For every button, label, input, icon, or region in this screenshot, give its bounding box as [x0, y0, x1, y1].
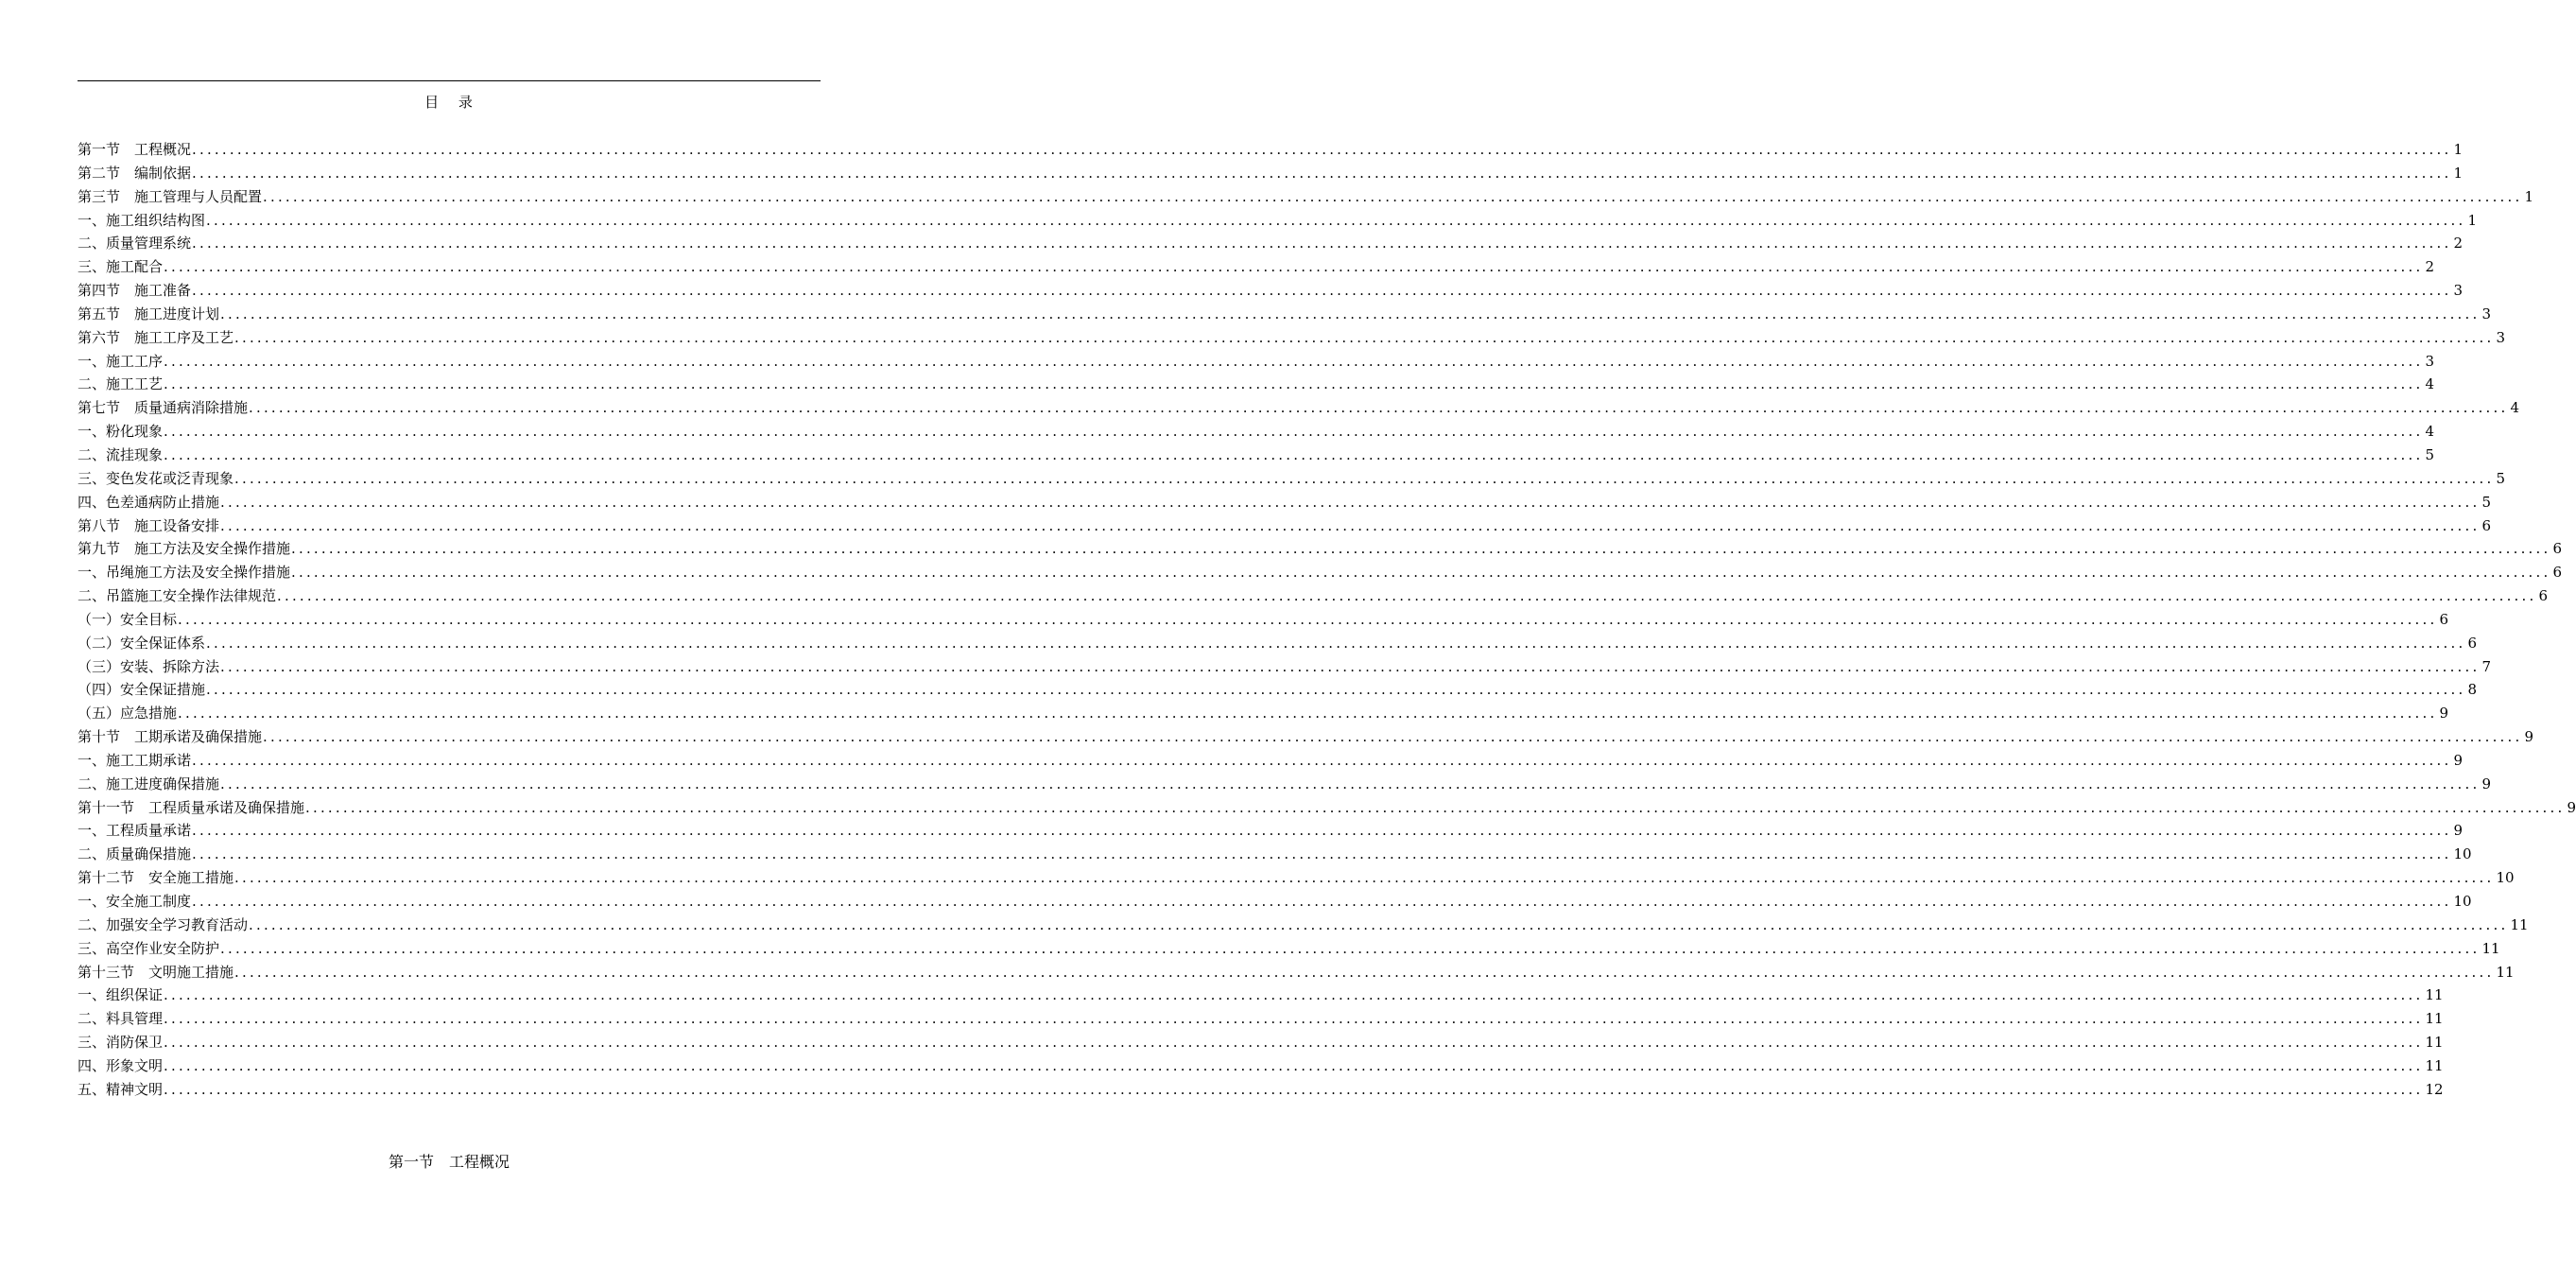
toc-entry-page: 11 — [2425, 986, 2444, 1004]
toc-entry[interactable] — [78, 914, 2529, 937]
toc-entry-page: 9 — [2481, 775, 2491, 792]
toc-entry-label: 二、质量确保措施 — [78, 845, 192, 863]
toc-leader-dots: ............................................................................................................................................................................................................................................................................................................ — [277, 587, 2537, 605]
toc-entry[interactable] — [78, 678, 2477, 702]
toc-entry-page: 11 — [2510, 915, 2529, 933]
toc-leader-dots: ............................................................................................................................................................................................................................................................................................................ — [220, 305, 2481, 322]
toc-entry-page: 1 — [2453, 141, 2463, 158]
toc-leader-dots: ............................................................................................................................................................................................................................................................................................................ — [291, 540, 2551, 558]
toc-entry[interactable] — [78, 984, 2444, 1007]
toc-leader-dots: ............................................................................................................................................................................................................................................................................................................ — [192, 141, 2452, 158]
toc-entry-label: 第十三节 文明施工措施 — [78, 963, 234, 981]
toc-entry-page: 4 — [2425, 423, 2434, 441]
toc-entry-label: 第二节 编制依据 — [78, 164, 192, 182]
toc-entry[interactable] — [78, 702, 2448, 725]
toc-entry-page: 5 — [2481, 493, 2491, 511]
header-rule — [78, 80, 821, 81]
toc-leader-dots: ............................................................................................................................................................................................................................................................................................................ — [263, 187, 2523, 205]
toc-leader-dots: ............................................................................................................................................................................................................................................................................................................ — [234, 328, 2495, 346]
toc-leader-dots: ............................................................................................................................................................................................................................................................................................................ — [291, 564, 2551, 582]
toc-leader-dots: ............................................................................................................................................................................................................................................................................................................ — [164, 1056, 2424, 1074]
toc-entry-label: 一、施工工期承诺 — [78, 751, 192, 769]
toc-entry[interactable] — [78, 444, 2434, 467]
toc-entry[interactable] — [78, 1007, 2444, 1031]
toc-entry-label: 二、施工进度确保措施 — [78, 775, 220, 792]
toc-entry-label: 二、吊篮施工安全操作法律规范 — [78, 587, 277, 605]
toc-leader-dots: ............................................................................................................................................................................................................................................................................................................ — [249, 915, 2509, 933]
toc-entry-page: 4 — [2510, 399, 2519, 417]
toc-entry-page: 9 — [2524, 728, 2533, 746]
toc-entry-page: 5 — [2425, 445, 2434, 463]
toc-entry[interactable] — [78, 420, 2434, 444]
toc-entry-label: （四）安全保证措施 — [78, 681, 206, 699]
toc-leader-dots: ............................................................................................................................................................................................................................................................................................................ — [220, 516, 2481, 534]
toc-entry-label: 第六节 施工工序及工艺 — [78, 328, 234, 346]
toc-leader-dots: ............................................................................................................................................................................................................................................................................................................ — [249, 399, 2509, 417]
toc-entry-label: 一、组织保证 — [78, 986, 164, 1004]
toc-entry-page: 3 — [2496, 328, 2505, 346]
toc-leader-dots: ............................................................................................................................................................................................................................................................................................................ — [192, 164, 2452, 182]
toc-entry[interactable] — [78, 232, 2463, 255]
toc-entry-page: 2 — [2425, 258, 2434, 276]
section-heading: 第一节 工程概况 — [388, 1153, 510, 1171]
toc-entry-label: 三、变色发花或泛青现象 — [78, 469, 234, 487]
toc-entry-label: 第七节 质量通病消除措施 — [78, 399, 249, 417]
toc-entry[interactable] — [78, 866, 2515, 890]
toc-leader-dots: ............................................................................................................................................................................................................................................................................................................ — [164, 375, 2424, 393]
toc-entry-page: 3 — [2425, 352, 2434, 370]
toc-entry[interactable] — [78, 279, 2463, 303]
toc-leader-dots: ............................................................................................................................................................................................................................................................................................................ — [192, 893, 2452, 910]
toc-entry[interactable] — [78, 584, 2548, 608]
toc-entry-label: 五、精神文明 — [78, 1080, 164, 1098]
toc-entry-page: 1 — [2467, 211, 2477, 229]
toc-entry[interactable] — [78, 749, 2463, 773]
toc-entry-page: 6 — [2439, 610, 2448, 628]
toc-entry-page: 6 — [2552, 540, 2562, 558]
toc-entry-label: 一、施工工序 — [78, 352, 164, 370]
toc-entry[interactable] — [78, 491, 2491, 514]
toc-entry-label: （五）应急措施 — [78, 705, 178, 723]
toc-entry-page: 11 — [2425, 1010, 2444, 1028]
toc-entry-label: 一、工程质量承诺 — [78, 822, 192, 840]
toc-entry[interactable] — [78, 514, 2491, 538]
toc-entry-page: 8 — [2467, 681, 2477, 699]
toc-leader-dots: ............................................................................................................................................................................................................................................................................................................ — [192, 822, 2452, 840]
toc-leader-dots: ............................................................................................................................................................................................................................................................................................................ — [178, 705, 2438, 723]
toc-leader-dots: ............................................................................................................................................................................................................................................................................................................ — [234, 469, 2495, 487]
toc-entry[interactable] — [78, 819, 2463, 843]
toc-leader-dots: ............................................................................................................................................................................................................................................................................................................ — [234, 963, 2495, 981]
toc-leader-dots: ............................................................................................................................................................................................................................................................................................................ — [164, 1010, 2424, 1028]
toc-leader-dots: ............................................................................................................................................................................................................................................................................................................ — [164, 1080, 2424, 1098]
toc-entry[interactable] — [78, 255, 2434, 279]
toc-entry[interactable] — [78, 608, 2448, 632]
toc-entry[interactable] — [78, 209, 2477, 233]
toc-entry-page: 10 — [2453, 893, 2472, 910]
toc-entry[interactable] — [78, 796, 2576, 820]
toc-entry-label: （二）安全保证体系 — [78, 634, 206, 652]
toc-entry[interactable] — [78, 1054, 2444, 1078]
toc-leader-dots: ............................................................................................................................................................................................................................................................................................................ — [206, 211, 2466, 229]
toc-entry-page: 9 — [2453, 822, 2463, 840]
toc-entry-label: 第九节 施工方法及安全操作措施 — [78, 540, 291, 558]
toc-entry-page: 6 — [2467, 634, 2477, 652]
toc-entry[interactable] — [78, 773, 2491, 796]
toc-leader-dots: ............................................................................................................................................................................................................................................................................................................ — [192, 282, 2452, 300]
toc-entry-page: 6 — [2481, 516, 2491, 534]
toc-entry[interactable] — [78, 937, 2500, 961]
toc-leader-dots: ............................................................................................................................................................................................................................................................................................................ — [178, 610, 2438, 628]
toc-leader-dots: ............................................................................................................................................................................................................................................................................................................ — [192, 751, 2452, 769]
toc-leader-dots: ............................................................................................................................................................................................................................................................................................................ — [192, 235, 2452, 252]
toc-entry[interactable] — [78, 961, 2515, 984]
toc-title: 目 录 — [424, 94, 474, 111]
toc-leader-dots: ............................................................................................................................................................................................................................................................................................................ — [234, 869, 2495, 887]
toc-entry[interactable] — [78, 326, 2505, 350]
toc-entry-page: 11 — [2496, 963, 2515, 981]
toc-entry[interactable] — [78, 890, 2472, 914]
toc-entry-label: 第五节 施工进度计划 — [78, 305, 220, 322]
toc-entry-page: 2 — [2453, 235, 2463, 252]
toc-entry-page: 12 — [2425, 1080, 2444, 1098]
toc-entry-label: 一、安全施工制度 — [78, 893, 192, 910]
toc-entry-label: 三、施工配合 — [78, 258, 164, 276]
toc-entry-page: 6 — [2538, 587, 2548, 605]
toc-entry-page: 9 — [2567, 798, 2576, 816]
toc-entry[interactable] — [78, 655, 2491, 679]
toc-entry[interactable] — [78, 537, 2562, 561]
toc-entry-label: 一、施工组织结构图 — [78, 211, 206, 229]
toc-entry[interactable] — [78, 1078, 2444, 1102]
toc-leader-dots: ............................................................................................................................................................................................................................................................................................................ — [164, 352, 2424, 370]
toc-entry-label: 第十一节 工程质量承诺及确保措施 — [78, 798, 305, 816]
toc-entry-label: 二、流挂现象 — [78, 445, 164, 463]
toc-entry-page: 11 — [2481, 939, 2500, 957]
toc-entry-label: （三）安装、拆除方法 — [78, 657, 220, 675]
toc-entry[interactable] — [78, 725, 2533, 749]
toc-leader-dots: ............................................................................................................................................................................................................................................................................................................ — [206, 681, 2466, 699]
toc-entry[interactable] — [78, 632, 2477, 655]
toc-entry-page: 3 — [2481, 305, 2491, 322]
toc-leader-dots: ............................................................................................................................................................................................................................................................................................................ — [206, 634, 2466, 652]
toc-leader-dots: ............................................................................................................................................................................................................................................................................................................ — [220, 493, 2481, 511]
toc-entry[interactable] — [78, 396, 2519, 420]
toc-entry-label: 二、施工工艺 — [78, 375, 164, 393]
toc-entry-page: 9 — [2439, 705, 2448, 723]
toc-list — [78, 138, 2576, 1102]
toc-entry[interactable] — [78, 185, 2533, 209]
toc-leader-dots: ............................................................................................................................................................................................................................................................................................................ — [220, 657, 2481, 675]
toc-entry[interactable] — [78, 843, 2472, 866]
toc-entry[interactable] — [78, 138, 2463, 162]
toc-entry-label: 二、加强安全学习教育活动 — [78, 915, 249, 933]
toc-leader-dots: ............................................................................................................................................................................................................................................................................................................ — [164, 258, 2424, 276]
toc-entry-page: 6 — [2552, 564, 2562, 582]
toc-entry-label: 第十节 工期承诺及确保措施 — [78, 728, 263, 746]
toc-entry[interactable] — [78, 162, 2463, 185]
toc-entry-page: 7 — [2481, 657, 2491, 675]
toc-entry-page: 10 — [2496, 869, 2515, 887]
toc-entry[interactable] — [78, 467, 2505, 491]
toc-entry-page: 9 — [2453, 751, 2463, 769]
toc-entry-label: 一、粉化现象 — [78, 423, 164, 441]
toc-entry-label: 第一节 工程概况 — [78, 141, 192, 158]
toc-entry-page: 10 — [2453, 845, 2472, 863]
toc-leader-dots: ............................................................................................................................................................................................................................................................................................................ — [192, 845, 2452, 863]
toc-entry-label: 四、形象文明 — [78, 1056, 164, 1074]
toc-entry-label: 第十二节 安全施工措施 — [78, 869, 234, 887]
toc-leader-dots: ............................................................................................................................................................................................................................................................................................................ — [164, 986, 2424, 1004]
toc-entry-label: 三、高空作业安全防护 — [78, 939, 220, 957]
toc-entry-page: 11 — [2425, 1056, 2444, 1074]
toc-entry-page: 4 — [2425, 375, 2434, 393]
toc-entry-label: 一、吊绳施工方法及安全操作措施 — [78, 564, 291, 582]
toc-entry-label: 三、消防保卫 — [78, 1034, 164, 1052]
toc-entry[interactable] — [78, 1031, 2444, 1054]
toc-entry[interactable] — [78, 350, 2434, 374]
toc-entry[interactable] — [78, 303, 2491, 326]
toc-entry-label: 第四节 施工准备 — [78, 282, 192, 300]
toc-entry-page: 11 — [2425, 1034, 2444, 1052]
toc-leader-dots: ............................................................................................................................................................................................................................................................................................................ — [164, 423, 2424, 441]
toc-leader-dots: ............................................................................................................................................................................................................................................................................................................ — [220, 939, 2481, 957]
toc-entry-page: 5 — [2496, 469, 2505, 487]
toc-entry[interactable] — [78, 373, 2434, 396]
toc-leader-dots: ............................................................................................................................................................................................................................................................................................................ — [220, 775, 2481, 792]
toc-entry[interactable] — [78, 561, 2562, 584]
toc-entry-page: 1 — [2524, 187, 2533, 205]
toc-entry-label: 二、质量管理系统 — [78, 235, 192, 252]
toc-leader-dots: ............................................................................................................................................................................................................................................................................................................ — [164, 445, 2424, 463]
toc-leader-dots: ............................................................................................................................................................................................................................................................................................................ — [263, 728, 2523, 746]
toc-entry-label: （一）安全目标 — [78, 610, 178, 628]
toc-entry-page: 1 — [2453, 164, 2463, 182]
toc-leader-dots: ............................................................................................................................................................................................................................................................................................................ — [305, 798, 2566, 816]
toc-entry-label: 四、色差通病防止措施 — [78, 493, 220, 511]
toc-entry-label: 第八节 施工设备安排 — [78, 516, 220, 534]
toc-leader-dots: ............................................................................................................................................................................................................................................................................................................ — [164, 1034, 2424, 1052]
toc-entry-page: 3 — [2453, 282, 2463, 300]
toc-entry-label: 第三节 施工管理与人员配置 — [78, 187, 263, 205]
toc-entry-label: 二、料具管理 — [78, 1010, 164, 1028]
